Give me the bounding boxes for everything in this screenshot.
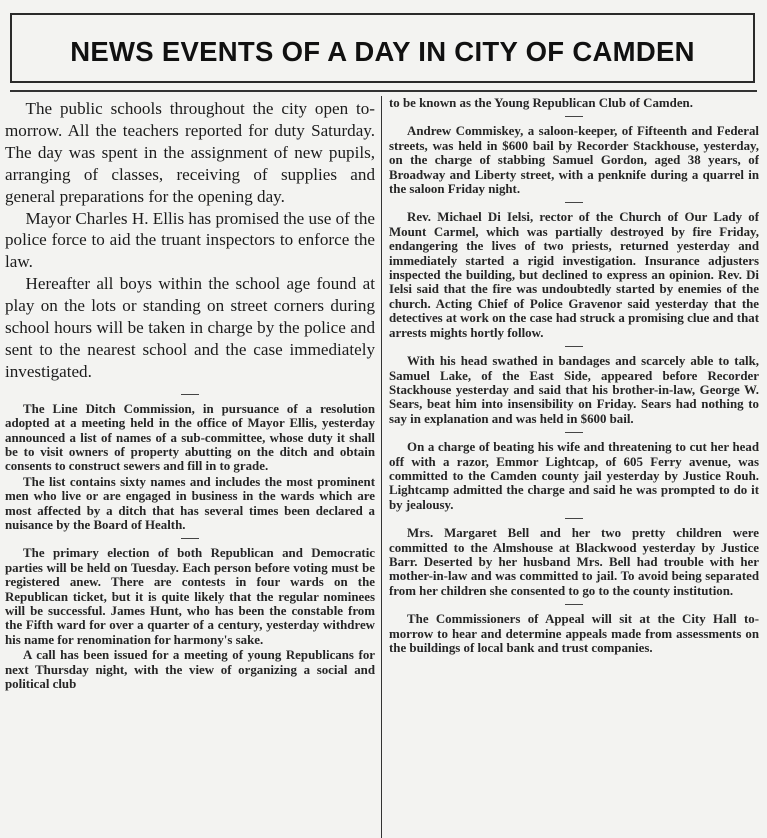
lightcap-article	[389, 440, 759, 512]
article-paragraph: The public schools throughout the city open to-morrow. All the teachers reported for duty Saturday. The day was spent in the assignment of new pupils, arranging of classes, receiving of supplies and general preparations for the opening day.	[5, 99, 375, 206]
article-paragraph: Hereafter all boys within the school age found at play on the lots or standing on street corners during school hours will be taken in charge by the police and sent to the nearest school and the case immediately investigated.	[5, 274, 375, 381]
article-paragraph: The list contains sixty names and includes the most prominent men who live or are engaged in business in the wards which are most affected by a ditch that has several times been declared a nuisance by the Board of Health.	[5, 474, 375, 533]
article-paragraph: The primary election of both Republican and Democratic parties will be held on Tuesday. Each person before voting must be registered anew. There are contests in four wards on the Republican ticket, but it is quite likely that the regular nominees will be successful. James Hunt, who has been the constable from the Fifth ward for over a quarter of a century, yesterday withdrew his name for renomination for harmony's sake.	[5, 546, 375, 647]
article-paragraph: A call has been issued for a meeting of young Republicans for next Thursday night, with the view of organizing a social and political club	[5, 648, 375, 692]
commiskey-article	[389, 124, 759, 196]
line-ditch-article	[5, 402, 375, 533]
right-column	[389, 96, 759, 838]
article-separator	[565, 346, 583, 347]
article-paragraph: Mayor Charles H. Ellis has promised the use of the police force to aid the truant inspectors to enforce the law.	[5, 208, 375, 272]
column-divider	[381, 96, 382, 838]
top-rule	[10, 90, 757, 92]
article-separator	[181, 538, 199, 539]
article-paragraph: Rev. Michael Di Ielsi, rector of the Church of Our Lady of Mount Carmel, which was partially destroyed by fire Friday, endangering the lives of two priests, returned yesterday and immediately started a rigid investigation. Insurance adjusters inspected the building, but declined to express an opinion. Rev. Di Ielsi said that the fire was undoubtedly started by enemies of the church. Acting Chief of Police Gravenor said yesterday that the detectives at work on the case had struck a promising clue and that arrests mights hortly follow.	[389, 210, 759, 340]
article-separator	[565, 116, 583, 117]
headline-box	[10, 13, 755, 83]
article-separator	[565, 604, 583, 605]
article-separator	[565, 432, 583, 433]
article-paragraph: The Commissioners of Appeal will sit at the City Hall to-morrow to hear and determine appeals made from assessments on the buildings of local bank and trust companies.	[389, 612, 759, 655]
left-column	[5, 96, 375, 838]
lake-article	[389, 354, 759, 426]
appeal-article	[389, 612, 759, 655]
article-paragraph: Mrs. Margaret Bell and her two pretty children were committed to the Almshouse at Blackwood yesterday by Justice Barr. Deserted by her husband Mrs. Bell had trouble with her mother-in-law and was committed to jail. To avoid being separated from her children she consented to go to the county institution.	[389, 526, 759, 598]
page-title: NEWS EVENTS OF A DAY IN CITY OF CAMDEN	[70, 36, 695, 67]
article-paragraph: Andrew Commiskey, a saloon-keeper, of Fifteenth and Federal streets, was held in $600 bail by Recorder Stackhouse, yesterday, on the charge of stabbing Samuel Gordon, aged 38 years, of Broadway and Liberty street, with a penknife during a quarrel in the saloon Friday night.	[389, 124, 759, 197]
di-ielsi-article	[389, 210, 759, 340]
article-paragraph: to be known as the Young Republican Club of Camden.	[389, 96, 693, 110]
article-paragraph: The Line Ditch Commission, in pursuance of a resolution adopted at a meeting held in the office of Mayor Ellis, yesterday announced a list of names of a sub-committee, whose duty it shall be to visit owners of property abutting on the ditch and obtain consents to construct sewers and fill in to grade.	[5, 401, 375, 474]
article-separator	[565, 518, 583, 519]
primary-election-article	[5, 546, 375, 691]
article-separator	[565, 202, 583, 203]
school-article	[5, 98, 375, 383]
article-paragraph: With his head swathed in bandages and scarcely able to talk, Samuel Lake, of the East Side, appeared before Recorder Stackhouse yesterday and said that his brother-in-law, George W. Sears, beat him into insensibility on Friday. Sears had nothing to say in explanation and was held in $600 bail.	[389, 354, 759, 426]
article-paragraph: On a charge of beating his wife and threatening to cut her head off with a razor, Emmor Lightcap, of 605 Ferry avenue, was committed to the Camden county jail yesterday by Justice Rouh. Lightcamp admitted the charge and said he was prompted to do it by jealousy.	[389, 440, 759, 512]
club-continuation	[389, 96, 759, 110]
bell-article	[389, 526, 759, 598]
article-separator	[181, 394, 199, 395]
